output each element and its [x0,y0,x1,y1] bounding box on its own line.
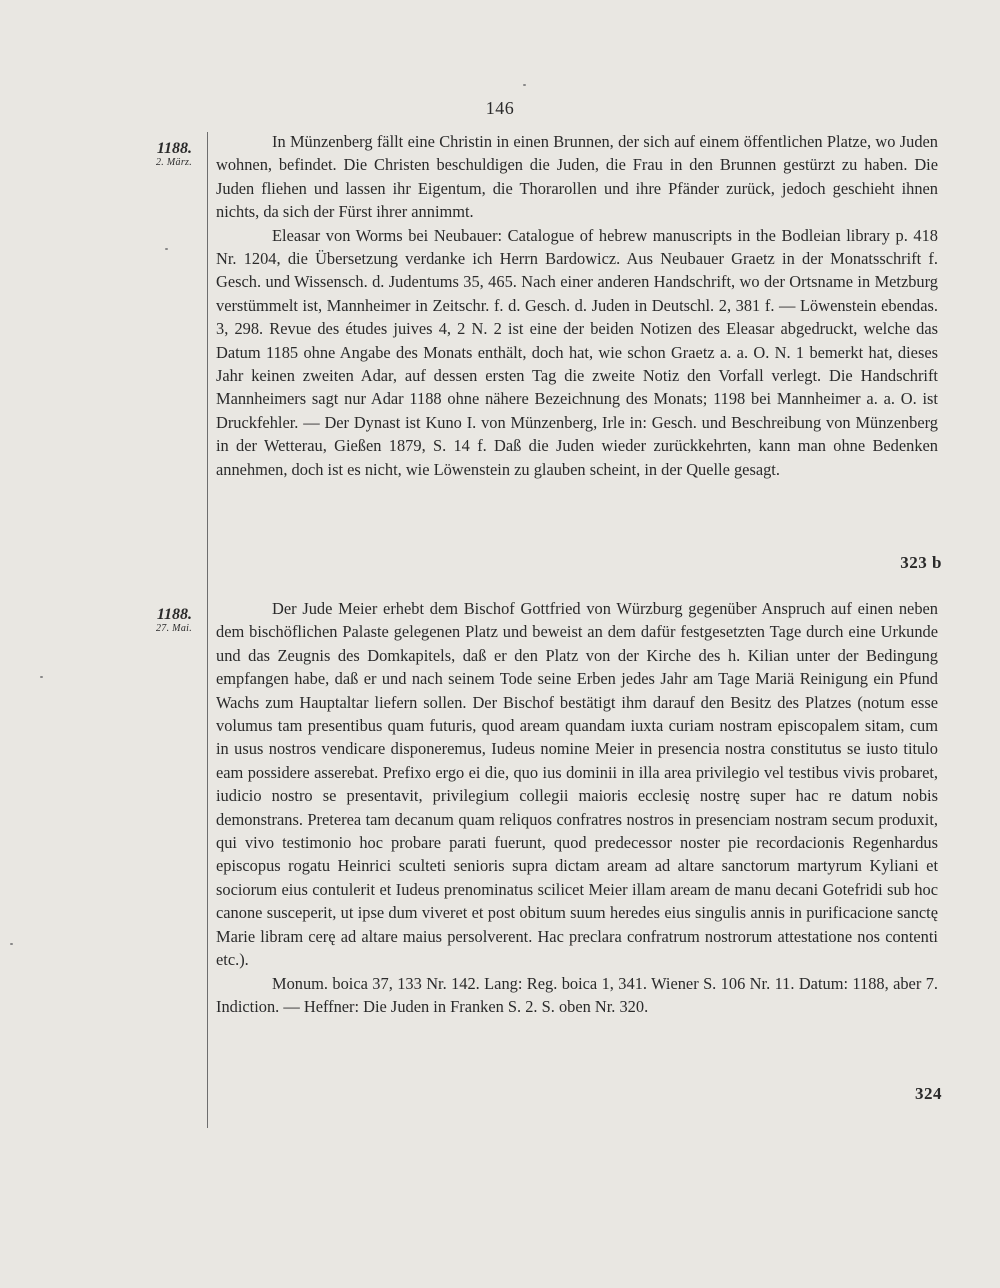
margin-date-entry-2 [112,607,192,635]
paper-speck [10,943,13,945]
page-number: 146 [485,98,515,118]
entry-notes: Monum. boica 37, 133 Nr. 142. Lang: Reg. boica 1, 341. Wiener S. 106 Nr. 11. Datum: 1188, aber 7. Indiction. — Heffner: Die Juden in Franken S. 2. S. oben Nr. 320. [216,973,938,1016]
paper-speck [523,84,526,86]
paper-speck [40,676,43,678]
entry-notes: Eleasar von Worms bei Neubauer: Catalogue of hebrew manuscripts in the Bodleian library p. 418 Nr. 1204, die Übersetzung verdanke ich Herrn Bardowicz. Aus Neubauer Graetz in der Monatsschrift f. Gesch. und Wissensch. d. Judentums 35, 465. Nach einer anderen Handschrift, wo der Ortsname in Metzburg verstümmelt ist, Mannheimer in Zeitschr. f. d. Gesch. d. Juden in Deutschl. 2, 381 f. — Löwenstein ebendas. 3, 298. Revue des études juives 4, 2 N. 2 ist eine der beiden Notizen des Eleasar abgedruckt, welche das Datum 1185 ohne Angabe des Monats enthält, doch hat, wie schon Graetz a. a. O. N. 1 bemerkt hat, dieses Jahr keinen zweiten Adar, auf dessen ersten Tag die zweite Notiz den Vorfall verlegt. Die Handschrift Mannheimers sagt nur Adar 1188 ohne nähere Bezeichnung des Monats; 1198 bei Mannheimer a. a. O. ist Druckfehler. — Der Dynast ist Kuno I. von Münzenberg, Irle in: Gesch. und Beschreibung von Münzenberg in der Wetterau, Gießen 1879, S. 14 f. Daß die Juden wieder zurückkehrten, kann man ohne Bedenken annehmen, doch ist es nicht, wie Löwenstein zu glauben scheint, in der Quelle gesagt. [216,225,938,479]
entry-323b [216,130,938,481]
entry-324 [216,597,938,1018]
date-year: 1188. [156,606,192,623]
entry-text: In Münzenberg fällt eine Christin in einen Brunnen, der sich auf einem öffentlichen Platze, wo Juden wohnen, befindet. Die Christen beschuldigen die Juden, die Frau in den Brunnen gestürzt zu haben. Die Juden fliehen und lassen ihr Eigentum, die Thorarollen und ihre Pfänder zurück, jedoch geschieht ihnen nichts, da sich der Fürst ihrer annimmt. [216,132,938,222]
paper-speck [165,248,168,250]
entry-number: 323 b [900,553,942,572]
date-day: 2. März. [155,157,192,168]
date-year: 1188. [156,140,192,157]
entry-text: Der Jude Meier erhebt dem Bischof Gottfried von Würzburg gegenüber Anspruch auf einen neben dem bischöflichen Palaste gelegenen Platz und beweist an dem dafür festgesetzten Tage durch eine Urkunde und das Zeugnis des Domkapitels, daß er den Platz von der Kirche des h. Kilian unter der Bedingung empfangen habe, daß er und nach seinem Tode seine Erben jedes Jahr am Tage Mariä Reinigung ein Pfund Wachs zum Hauptaltar liefern sollen. Der Bischof bestätigt ihm darauf den Besitz des Platzes (notum esse volumus tam presentibus quam futuris, quod aream quandam iuxta curiam nostram episcopalem sitam, cum in usus nostros vendicare disponeremus, Iudeus nomine Meier in presencia nostra constitutus se iusto titulo eam possidere asserebat. Prefixo ergo ei die, quo ius dominii in illa area privilegio vel testibus vivis probaret, iudicio nostro se presentavit, privilegium collegii maioris ecclesię nostrę super hac re datum nobis demonstrans. Preterea tam decanum quam reliquos confratres nostros in presenciam nostram secum produxit, qui vivo testimonio hoc probare parati fuerunt, quod predecessor noster pie recordacionis Regenhardus episcopus rogatu Heinrici sculteti senioris supra dictam aream ad altare sanctorum martyrum Kyliani et sociorum eius contulerit et Iudeus prenominatus scilicet Meier illam aream de manu decani Gotefridi sub hoc canone susceperit, ut ipse dum viveret et post obitum suum heredes eius singulis annis in purificacione sanctę Marie libram cerę ad altare maius persolverent. Hac preclara confratrum nostrorum attestatione nos contenti etc.). [216,599,938,970]
entry-number: 324 [915,1084,942,1103]
margin-rule [207,132,208,1128]
date-day: 27. Mai. [155,623,192,634]
margin-date-entry-1 [112,141,192,169]
